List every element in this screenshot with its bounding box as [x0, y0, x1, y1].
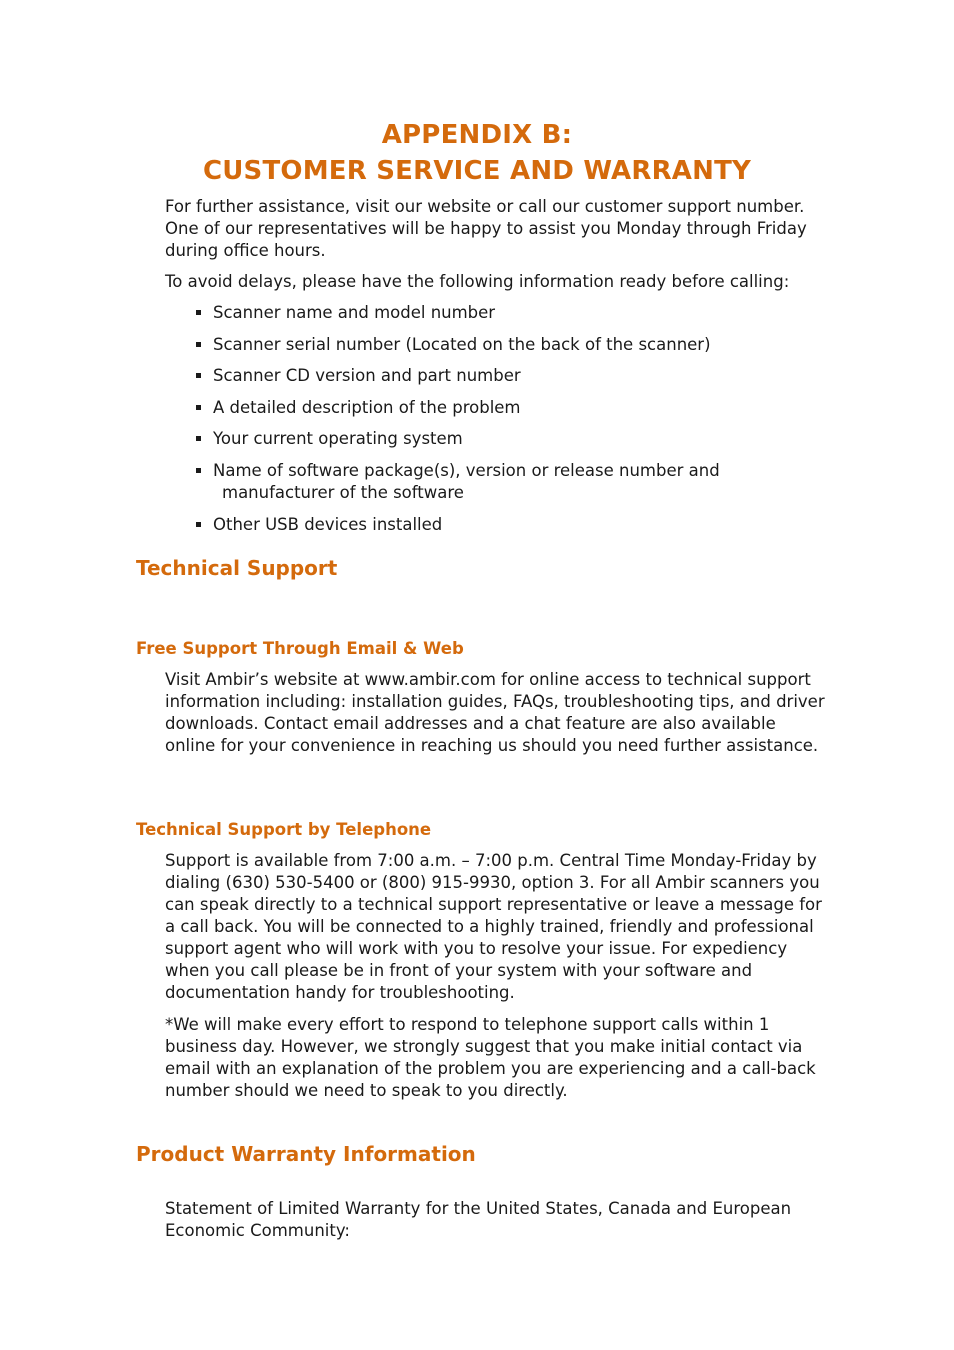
email-web-support-heading: Free Support Through Email & Web [136, 639, 464, 658]
intro-paragraph: For further assistance, visit our website or call our customer support number. One of our representatives will be happy to assist you Monday through Friday during office hours. [165, 197, 807, 260]
bullet-icon [196, 522, 201, 527]
list-item-text: Scanner name and model number [213, 303, 496, 322]
bullet-icon [196, 436, 201, 441]
page-title [0, 117, 954, 189]
bullet-icon [196, 310, 201, 315]
telephone-support-body: Support is available from 7:00 a.m. – 7:00 p.m. Central Time Monday-Friday by dialing (630) 530-5400 or (800) 915-9930, option 3. For all Ambir scanners you can speak directly to a technical support representative or leave a message for a call back. You will be connected to a highly trained, friendly and professional support agent who will work with you to resolve your issue. For expediency when you call please be in front of your system with your software and documentation handy for troubleshooting. [165, 851, 822, 1002]
list-item [195, 514, 795, 536]
list-item-continuation: manufacturer of the software [222, 482, 464, 502]
list-item [195, 302, 795, 324]
list-item [195, 428, 795, 450]
intro-instruction: To avoid delays, please have the following information ready before calling: [165, 272, 790, 291]
list-item [195, 397, 795, 419]
checklist [195, 302, 795, 545]
warranty-statement: Statement of Limited Warranty for the United States, Canada and European Economic Community: [165, 1199, 792, 1240]
warranty-heading: Product Warranty Information [136, 1142, 476, 1166]
telephone-support-heading: Technical Support by Telephone [136, 820, 432, 839]
telephone-support-note: *We will make every effort to respond to telephone support calls within 1 business day. However, we strongly suggest that you make initial contact via email with an explanation of the problem you are experiencing and a call-back number should we need to speak to you directly. [165, 1015, 816, 1100]
list-item-text: Scanner CD version and part number [213, 366, 521, 386]
email-web-support-body: Visit Ambir’s website at www.ambir.com for online access to technical support information including: installation guides, FAQs, troubleshooting tips, and driver downloads. Contact email addresses and a chat feature are also available online for your convenience in reaching us should you need further assistance. [165, 670, 825, 755]
list-item [195, 365, 795, 387]
bullet-icon [196, 373, 201, 378]
page-title-line-1: APPENDIX B: [381, 120, 573, 150]
list-item-text: Scanner serial number (Located on the back of the scanner) [213, 334, 711, 354]
list-item [195, 334, 795, 356]
list-item [195, 460, 795, 504]
bullet-icon [196, 468, 201, 473]
list-item-text: Your current operating system [213, 429, 463, 449]
technical-support-heading: Technical Support [136, 556, 338, 580]
list-item-text: Name of software package(s), version or release number and [213, 460, 720, 480]
list-item-text: A detailed description of the problem [213, 397, 521, 417]
bullet-icon [196, 405, 201, 410]
bullet-icon [196, 342, 201, 347]
list-item-text: Other USB devices installed [213, 514, 443, 534]
page-title-line-2: CUSTOMER SERVICE AND WARRANTY [202, 156, 752, 186]
